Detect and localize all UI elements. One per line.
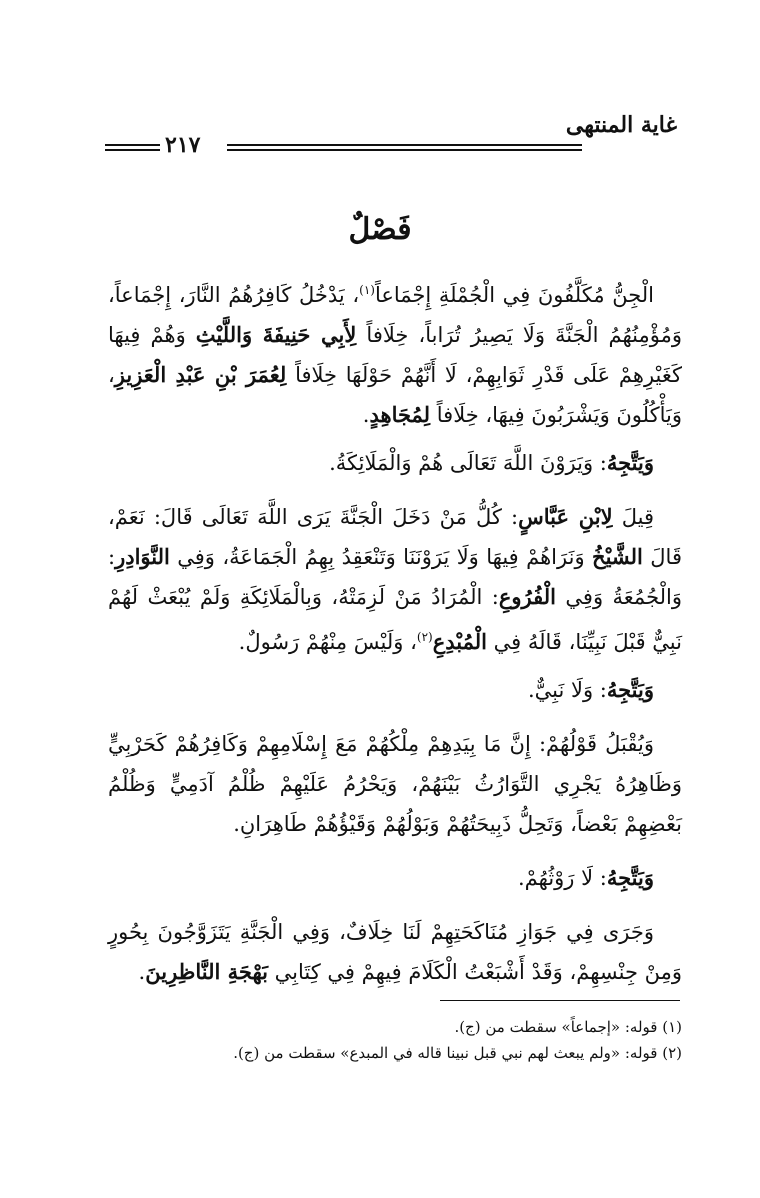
text-run: : وَالْجُمُعَةُ وَفِي xyxy=(108,545,683,609)
paragraph xyxy=(108,724,682,844)
bold-term: وَيَتَّجِهُ xyxy=(606,865,654,890)
footnote-1: (١) قوله: «إجماعاً» سقطت من (ج). xyxy=(454,1018,682,1036)
paragraph xyxy=(108,858,682,898)
paragraph xyxy=(108,443,682,483)
text-run: ، وَيَأْكُلُونَ وَيَشْرَبُونَ فِيهَا، خِلَافاً xyxy=(108,363,682,427)
bold-term: لِعُمَرَ بْنِ عَبْدِ الْعَزِيزِ xyxy=(114,362,287,387)
paragraph xyxy=(108,270,682,435)
header-rule-left xyxy=(105,144,160,151)
text-run: : وَيَرَوْنَ اللَّهَ تَعَالَى هُمْ وَالْمَلَائِكَةُ. xyxy=(329,451,607,475)
footnote-divider xyxy=(440,1000,680,1001)
page-number: ٢١٧ xyxy=(165,132,201,158)
main-text xyxy=(108,270,682,1000)
bold-term: لِابْنِ عَبَّاسٍ xyxy=(518,504,613,529)
bold-term: لِأَبِي حَنِيفَةَ وَاللَّيْثِ xyxy=(195,322,357,347)
paragraph xyxy=(108,497,682,662)
paragraph xyxy=(108,670,682,710)
page-header xyxy=(105,112,677,162)
footnote-2: (٢) قوله: «ولم يبعث لهم نبي قبل نبينا قاله في المبدع» سقطت من (ج). xyxy=(233,1044,682,1062)
text-run: وَنَرَاهُمْ فِيهَا وَلَا يَرَوْنَنَا وَتَنْعَقِدُ بِهِمُ الْجَمَاعَةُ، وَفِي xyxy=(169,545,593,569)
bold-term: وَيَتَّجِهُ xyxy=(606,450,654,475)
text-run: ، وَلَيْسَ مِنْهُمْ رَسُولٌ. xyxy=(238,630,417,654)
text-run: : كُلُّ مَنْ دَخَلَ الْجَنَّةَ يَرَى اللَّهَ تَعَالَى قَالَ: نَعَمْ، قَالَ xyxy=(108,505,682,569)
footnotes xyxy=(108,1014,682,1066)
bold-term: بَهْجَةِ النَّاظِرِينَ xyxy=(145,959,268,984)
text-run: . xyxy=(362,403,370,427)
text-run: وَجَرَى فِي جَوَازِ مُنَاكَحَتِهِمْ لَنَا خِلَافٌ، وَفِي الْجَنَّةِ يَتَزَوَّجُونَ بِحُورٍ وَمِنْ جِنْسِهِمْ، وَقَدْ أَشْبَعْتُ الْكَلَامَ فِيهِمْ فِي كِتَابِي xyxy=(108,920,682,984)
text-run: وَهُمْ فِيهَا كَغَيْرِهِمْ عَلَى قَدْرِ ثَوَابِهِمْ، لَا أَنَّهُمْ حَوْلَهَا خِلَافاً xyxy=(108,323,682,387)
text-run: الْجِنُّ مُكَلَّفُونَ فِي الْجُمْلَةِ إِجْمَاعاً xyxy=(374,283,654,307)
paragraph xyxy=(108,912,682,992)
bold-term: وَيَتَّجِهُ xyxy=(606,677,654,702)
text-run: : لَا رَوْثُهُمْ. xyxy=(517,866,607,890)
header-rule-right xyxy=(227,144,582,151)
footnote-ref: (١) xyxy=(359,283,375,297)
text-run: : الْمُرَادُ مَنْ لَزِمَتْهُ، وَبِالْمَلَائِكَةِ وَلَمْ يُبْعَثْ لَهُمْ نَبِيٌّ قَبْلَ نَبِيِّنَا، قَالَهُ فِي xyxy=(108,585,682,654)
footnote-ref: (٢) xyxy=(416,630,433,644)
text-run: قِيلَ xyxy=(612,505,654,529)
running-title: غاية المنتهى xyxy=(565,112,677,138)
text-run: ، يَدْخُلُ كَافِرُهُمُ النَّارَ، إِجْمَاعاً، وَمُؤْمِنُهُمُ الْجَنَّةَ وَلَا يَصِيرُ تُرَاباً، خِلَافاً xyxy=(108,283,682,347)
bold-term: الشَّيْخُ xyxy=(592,544,643,569)
bold-term: النَّوَادِرِ xyxy=(115,544,170,569)
bold-term: الْفُرُوعِ xyxy=(498,584,556,609)
section-title: فَصْلٌ xyxy=(348,212,412,247)
bold-term: لِمُجَاهِدٍ xyxy=(369,402,431,427)
text-run: وَيُقْبَلُ قَوْلُهُمْ: إِنَّ مَا بِيَدِهِمْ مِلْكُهُمْ مَعَ إِسْلَامِهِمْ وَكَافِرُهُمْ كَحَرْبِيٍّ وَظَاهِرُهُ يَجْرِي التَّوَارُثُ بَيْنَهُمْ، وَيَحْرُمُ عَلَيْهِمْ ظُلْمُ آدَمِيٍّ وَظُلْمُ بَعْضِهِمْ بَعْضاً، وَتَحِلُّ ذَبِيحَتُهُمْ وَبَوْلُهُمْ وَقَيْؤُهُمْ طَاهِرَانِ. xyxy=(108,732,682,836)
bold-term: الْمُبْدِعِ xyxy=(432,629,487,654)
text-run: . xyxy=(138,960,146,984)
text-run: : وَلَا نَبِيٌّ. xyxy=(527,678,607,702)
